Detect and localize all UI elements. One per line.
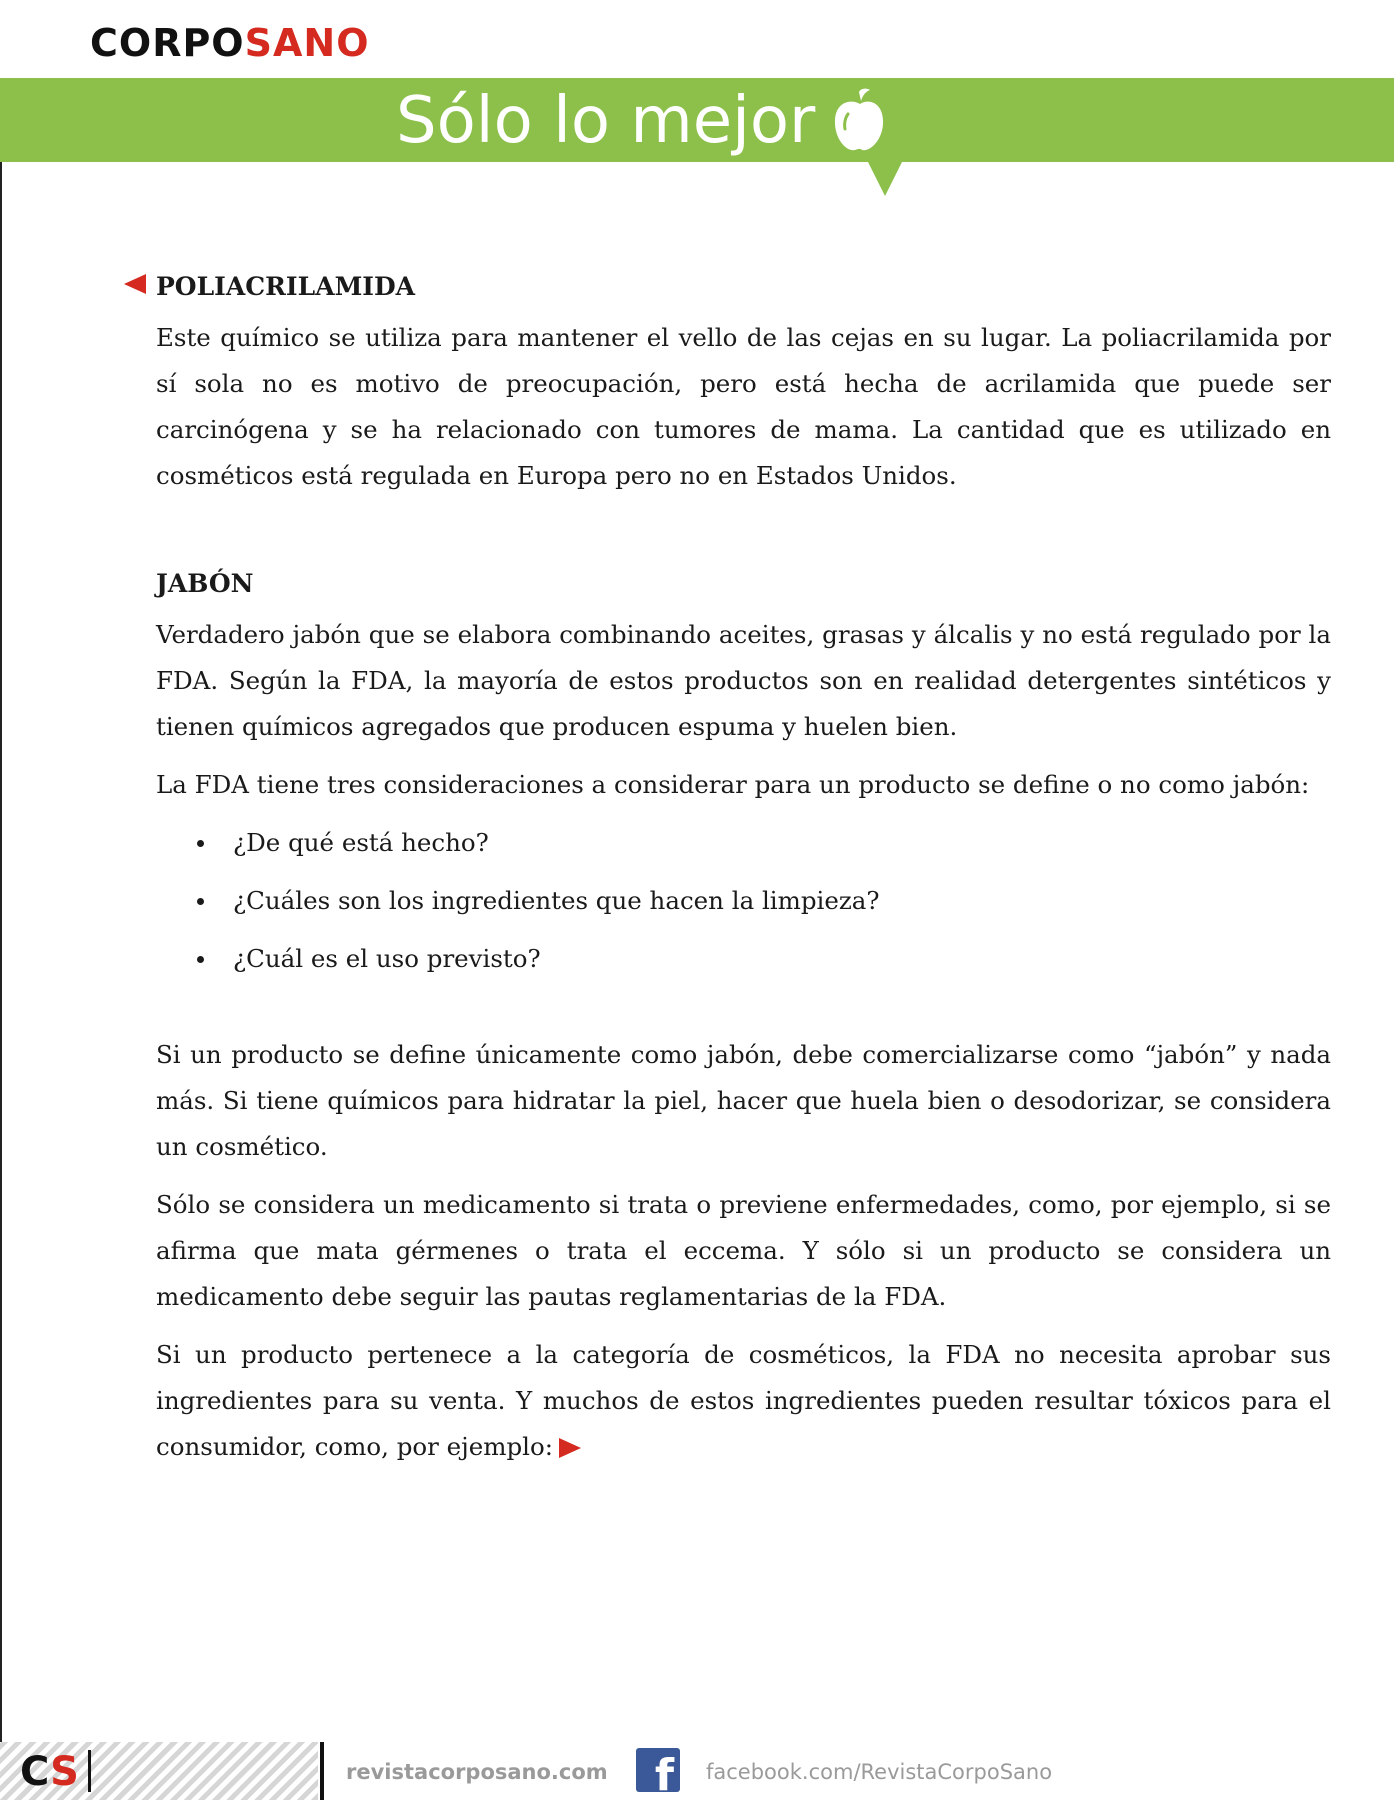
paragraph: Sólo se considera un medicamento si trata o previene enfermedades, como, por ejemplo, si se afirma que mata gérmenes o trata el eccema. Y sólo si un producto se considera un medicamento debe seguir las pautas reglamentarias de la FDA. (156, 1190, 1331, 1311)
facebook-link[interactable]: facebook.com/RevistaCorpoSano (706, 1760, 1053, 1784)
website-link[interactable]: revistacorposano.com (346, 1760, 608, 1784)
cs-logo-s: S (50, 1749, 79, 1795)
page-left-rule (0, 162, 2, 1800)
cs-logo-c: C (20, 1749, 51, 1795)
paragraph: Si un producto se define únicamente como jabón, debe comercializarse como “jabón” y nada más. Si tiene químicos para hidratar la piel, hacer que huela bien o desodorizar, se considera un cosmético. (156, 1040, 1331, 1161)
section-title-jabon: JABÓN (156, 569, 254, 598)
list-item: ¿Cuáles son los ingredientes que hacen la limpieza? (156, 878, 1331, 924)
paragraph: Verdadero jabón que se elabora combinando aceites, grasas y álcalis y no está regulado por la FDA. Según la FDA, la mayoría de estos productos son en realidad detergentes sintéticos y tienen químicos agregados que producen espuma y huelen bien. (156, 620, 1331, 741)
article-body (156, 270, 1331, 1470)
facebook-icon[interactable] (636, 1748, 680, 1801)
paragraph: La FDA tiene tres consideraciones a considerar para un producto se define o no como jabón: (156, 770, 1310, 799)
section-title-poliacrilamida: POLIACRILAMIDA (156, 272, 416, 301)
considerations-list (156, 820, 1331, 982)
cs-logo (20, 1750, 79, 1794)
facebook-glyph: f (654, 1750, 674, 1801)
paragraph: Este químico se utiliza para mantener el vello de las cejas en su lugar. La poliacrilamida por sí sola no es motivo de preocupación, pero está hecha de acrilamida que puede ser carcinógena y se ha relacionado con tumores de mama. La cantidad que es utilizado en cosméticos está regulada en Europa pero no en Estados Unidos. (156, 323, 1331, 490)
next-page-arrow-icon[interactable] (559, 1438, 581, 1458)
apple-icon (830, 88, 888, 154)
list-item: ¿Cuál es el uso previsto? (156, 936, 1331, 982)
logo-sano: SANO (244, 21, 370, 65)
footer-divider (320, 1742, 324, 1800)
logo-corpo: CORPO (90, 21, 245, 65)
banner-pointer (868, 162, 902, 196)
paragraph-text: Si un producto pertenece a la categoría de cosméticos, la FDA no necesita aprobar sus ingredientes para su venta. Y muchos de estos ingredientes pueden resultar tóxicos para el consumidor, como, por ejemplo: (156, 1340, 1331, 1461)
previous-page-arrow-icon[interactable] (124, 274, 146, 294)
paragraph-last (156, 1332, 1331, 1470)
list-item: ¿De qué está hecho? (156, 820, 1331, 866)
banner-title: Sólo lo mejor (396, 84, 816, 158)
cs-logo-bar (88, 1750, 91, 1792)
corposano-logo (90, 20, 370, 66)
